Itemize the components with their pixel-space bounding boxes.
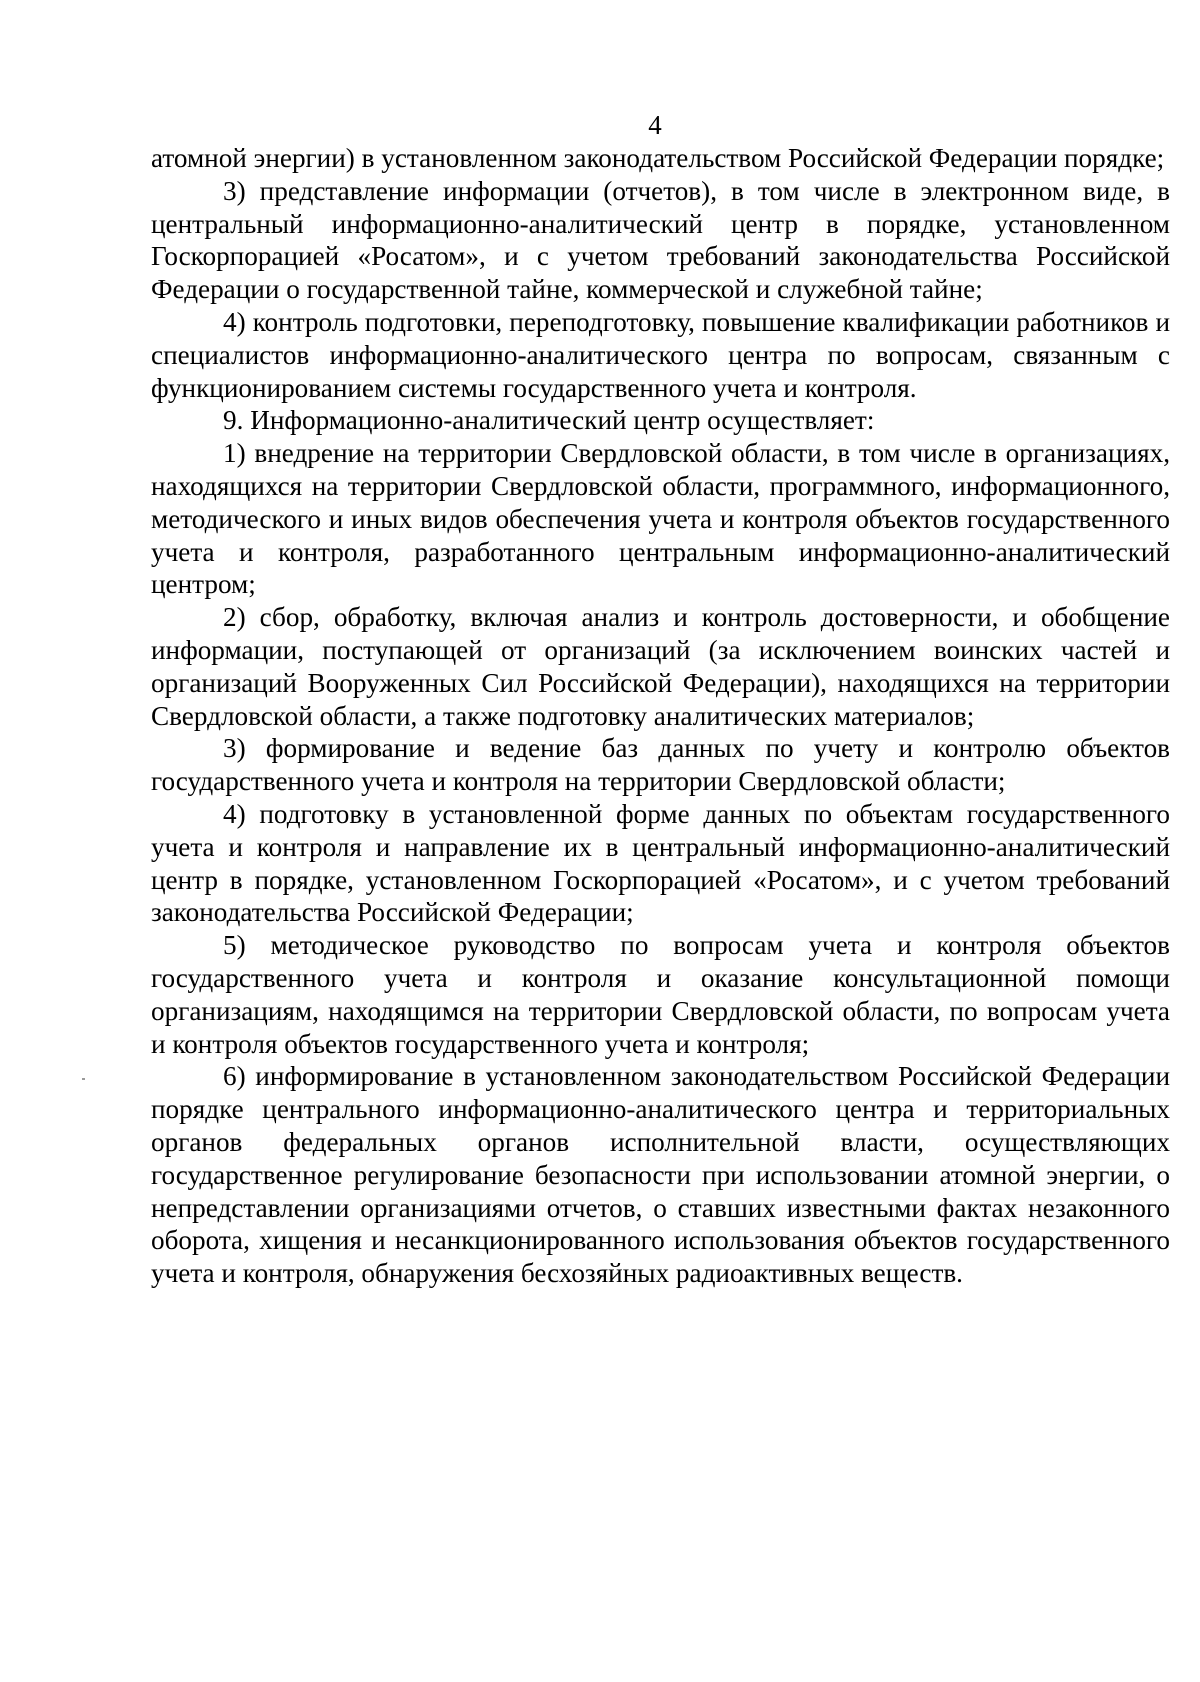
page-number: 4 [648, 110, 662, 140]
paragraph-item-4-training: 4) контроль подготовки, переподготовку, повышение квалификации работников и специалистов информационно-аналитического центра по вопросам, связанным с функционированием системы государственного учета и контроля. [151, 306, 1170, 403]
paragraph-item-3-databases: 3) формирование и ведение баз данных по учету и контролю объектов государственного учета и контроля на территории Свердловской области; [151, 733, 1170, 797]
paragraph-continuation: атомной энергии) в установленном законодательством Российской Федерации порядке; [151, 143, 1165, 173]
paragraph-item-2-collection: 2) сбор, обработку, включая анализ и контроль достоверности, и обобщение информации, поступающей от организаций (за исключением воинских частей и организаций Вооруженных Сил Российской Федерации), находящихся на территории Свердловской области, а также подготовку аналитических материалов; [151, 602, 1170, 731]
paragraph-section-9-heading: 9. Информационно-аналитический центр осуществляет: [223, 405, 875, 436]
document-body [151, 142, 1170, 1290]
paragraph-item-1-implementation: 1) внедрение на территории Свердловской области, в том числе в организациях, находящихся на территории Свердловской области, программного, информационного, методического и иных видов обеспечения учета и контроля объектов государственного учета и контроля, разработанного центральным информационно-аналитический центром; [151, 438, 1170, 600]
scan-artifact-dot [82, 1078, 85, 1080]
paragraph-item-3-reporting: 3) представление информации (отчетов), в том числе в электронном виде, в центральный информационно-аналитический центр в порядке, установленном Госкорпорацией «Росатом», и с учетом требований законодательства Российской Федерации о государственной тайне, коммерческой и служебной тайне; [151, 175, 1170, 305]
paragraph-item-6-informing: 6) информирование в установленном законодательством Российской Федерации порядке центрального информационно-аналитического центра и территориальных органов федеральных органов исполнительной власти, осуществляющих государственное регулирование безопасности при использовании атомной энергии, о непредставлении организациями отчетов, о ставших известными фактах незаконного оборота, хищения и несанкционированного использования объектов государственного учета и контроля, обнаружения бесхозяйных радиоактивных веществ. [151, 1061, 1170, 1289]
paragraph-item-5-guidance: 5) методическое руководство по вопросам учета и контроля объектов государственного учета и контроля и оказание консультационной помощи организациям, находящимся на территории Свердловской области, по вопросам учета и контроля объектов государственного учета и контроля; [151, 930, 1170, 1059]
paragraph-item-4-data-preparation: 4) подготовку в установленной форме данных по объектам государственного учета и контроля и направление их в центральный информационно-аналитический центр в порядке, установленном Госкорпорацией «Росатом», и с учетом требований законодательства Российской Федерации; [151, 798, 1170, 928]
